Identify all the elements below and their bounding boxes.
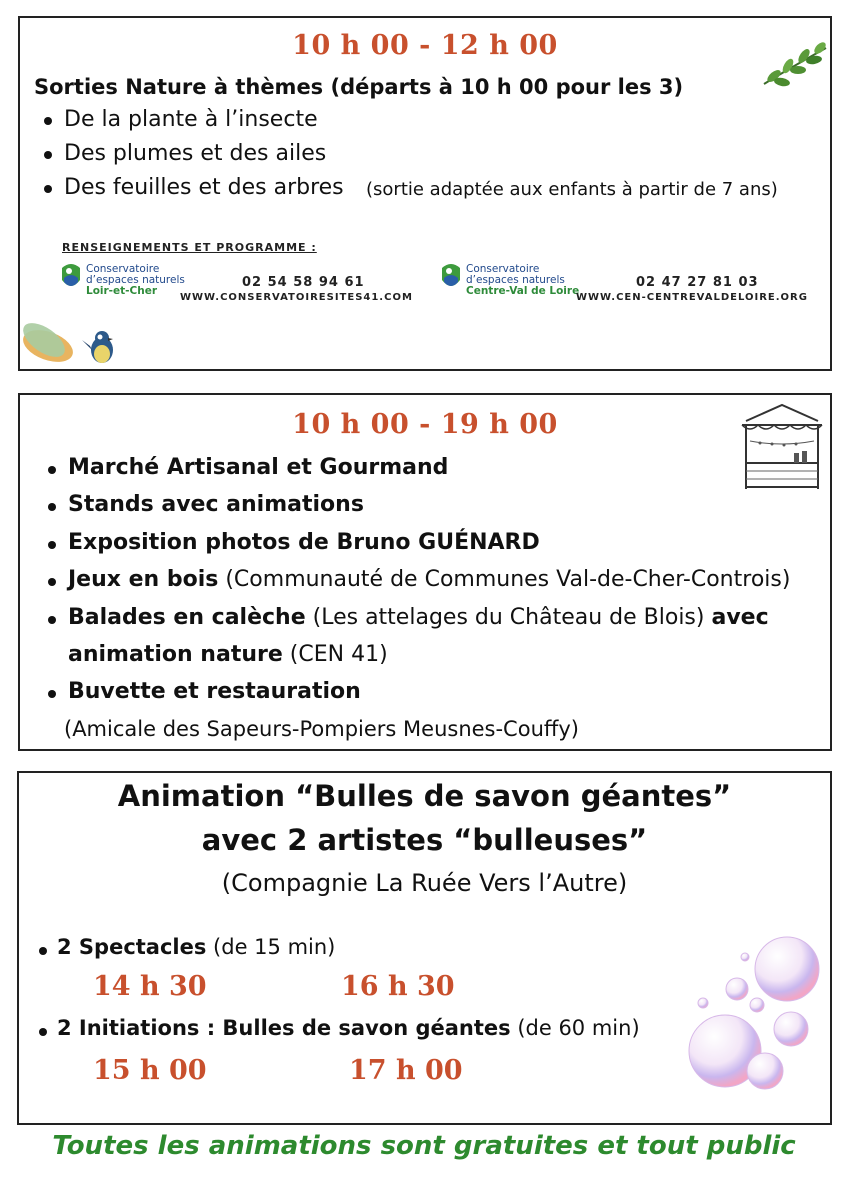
org-region: Loir-et-Cher	[86, 285, 158, 297]
morning-time-title: 10 h 00 - 12 h 00	[292, 30, 558, 61]
bubbles-box	[17, 771, 832, 1125]
market-stall-icon	[736, 401, 828, 493]
nature-animation-label: animation nature	[68, 642, 283, 667]
spectacle-time: 16 h 30	[341, 971, 455, 1002]
bullet	[48, 690, 56, 698]
cen-logo-icon	[440, 262, 462, 292]
spectacles-item	[57, 935, 335, 959]
cen41-website[interactable]: WWW.CONSERVATOIRESITES41.COM	[180, 292, 413, 303]
spectacles-duration: (de 15 min)	[206, 935, 336, 959]
nature-outings-box	[18, 16, 832, 371]
cen-cvl-website[interactable]: WWW.CEN-CENTREVALDELOIRE.ORG	[576, 292, 808, 303]
bullet	[44, 151, 52, 159]
bullet	[48, 503, 56, 511]
refreshments-org: (Amicale des Sapeurs-Pompiers Meusnes-Couffy)	[64, 717, 579, 741]
bullet	[48, 541, 56, 549]
org-name-line: Conservatoire	[466, 263, 540, 275]
bubbles-company: (Compagnie La Ruée Vers l’Autre)	[221, 869, 628, 897]
stands-item: Stands avec animations	[68, 492, 364, 517]
bullet	[48, 616, 56, 624]
bullet	[39, 947, 47, 955]
bullet	[44, 117, 52, 125]
initiations-item	[57, 1016, 640, 1040]
soap-bubbles-icon	[669, 931, 829, 1101]
outing-item: De la plante à l’insecte	[64, 107, 318, 132]
cen-logo-icon	[60, 262, 82, 292]
carriage-item-line2	[68, 642, 388, 667]
wood-games-org: (Communauté de Communes Val-de-Cher-Controis)	[218, 567, 791, 592]
initiations-label: 2 Initiations : Bulles de savon géantes	[57, 1016, 511, 1040]
bullet	[48, 578, 56, 586]
bubbles-title-line1: Animation “Bulles de savon géantes”	[117, 779, 732, 813]
outings-heading: Sorties Nature à thèmes (départs à 10 h 00 pour les 3)	[34, 75, 684, 99]
spectacles-label: 2 Spectacles	[57, 935, 207, 959]
org-region: Centre-Val de Loire	[466, 285, 580, 297]
leaves-icon	[760, 40, 830, 90]
nature-animation-org: (CEN 41)	[282, 642, 388, 667]
cen-cvl-phone: 02 47 27 81 03	[636, 275, 759, 290]
bullet	[48, 466, 56, 474]
org-name-line: Conservatoire	[86, 263, 160, 275]
bubbles-title-line2: avec 2 artistes “bulleuses”	[201, 823, 648, 857]
initiation-time: 17 h 00	[349, 1055, 463, 1086]
market-box	[18, 393, 832, 751]
exhibition-item: Exposition photos de Bruno GUÉNARD	[68, 530, 540, 555]
carriage-with: avec	[711, 605, 769, 630]
wood-games-item	[68, 567, 790, 592]
bullet	[44, 185, 52, 193]
refreshments-item: Buvette et restauration	[68, 679, 361, 704]
day-time-title: 10 h 00 - 19 h 00	[292, 409, 558, 440]
bullet	[39, 1028, 47, 1036]
outing-item: Des plumes et des ailes	[64, 141, 327, 166]
carriage-label: Balades en calèche	[68, 605, 306, 630]
bird-icon	[22, 316, 122, 368]
org-name-line: d’espaces naturels	[466, 274, 565, 286]
initiation-time: 15 h 00	[93, 1055, 207, 1086]
footer-note: Toutes les animations sont gratuites et tout public	[52, 1131, 796, 1161]
market-item: Marché Artisanal et Gourmand	[68, 455, 449, 480]
info-label: RENSEIGNEMENTS ET PROGRAMME :	[62, 241, 317, 254]
age-note: (sortie adaptée aux enfants à partir de 7 ans)	[366, 179, 778, 200]
spectacle-time: 14 h 30	[93, 971, 207, 1002]
outing-item: Des feuilles et des arbres	[64, 175, 344, 200]
wood-games-label: Jeux en bois	[68, 567, 219, 592]
initiations-duration: (de 60 min)	[510, 1016, 640, 1040]
carriage-item	[68, 605, 769, 630]
cen41-phone: 02 54 58 94 61	[242, 275, 365, 290]
org-name-line: d’espaces naturels	[86, 274, 185, 286]
carriage-org: (Les attelages du Château de Blois)	[305, 605, 712, 630]
